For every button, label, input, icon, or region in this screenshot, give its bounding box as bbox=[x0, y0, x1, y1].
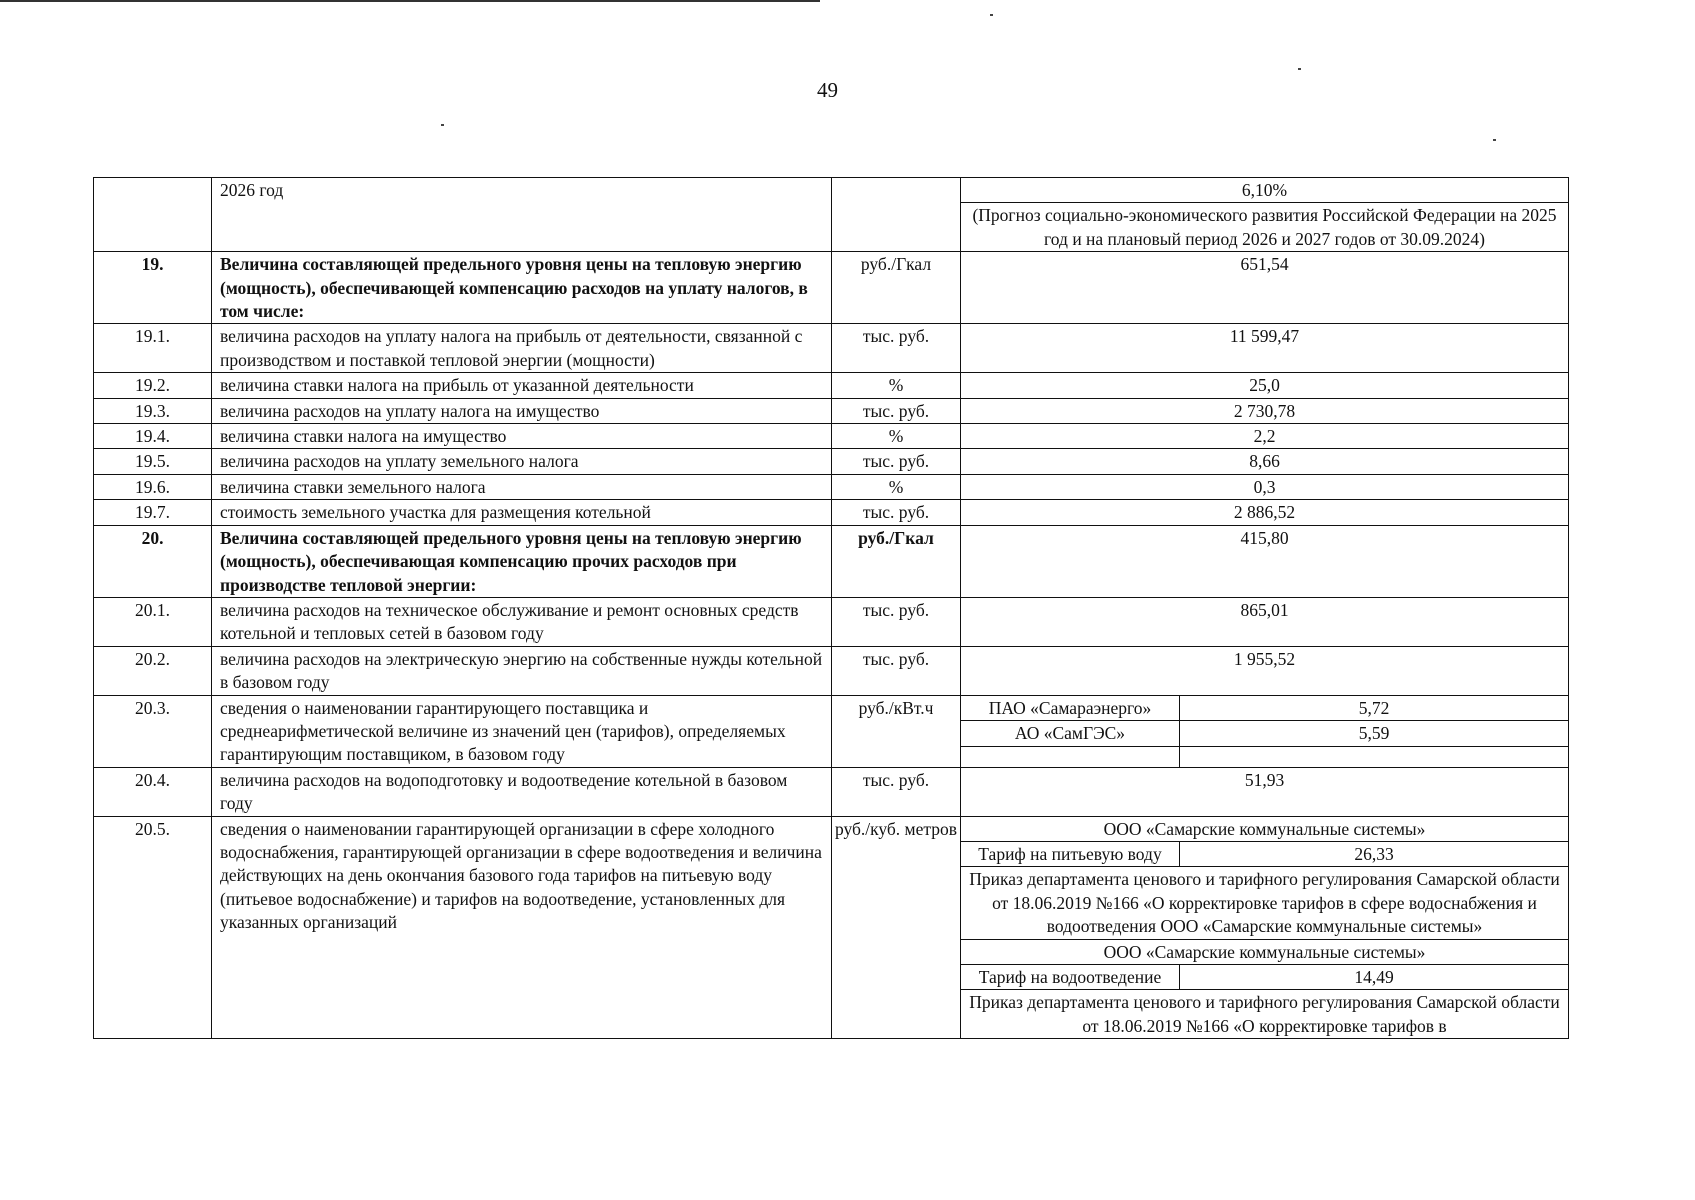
row-label: величина расходов на водоподготовку и водоотведение котельной в базовом году bbox=[212, 767, 832, 816]
row-number: 19.1. bbox=[94, 324, 212, 373]
supplier-price: 5,72 bbox=[1180, 695, 1569, 721]
tariff-label: Тариф на водоотведение bbox=[961, 965, 1180, 990]
row-unit: тыс. руб. bbox=[832, 324, 961, 373]
page-number: 49 bbox=[817, 78, 838, 102]
row-label: величина ставки земельного налога bbox=[212, 474, 832, 499]
table-row bbox=[94, 474, 1569, 499]
forecast-source: (Прогноз социально-экономического развития Российской Федерации на 2025 год и на плановый период 2026 и 2027 годов от 30.09.2024) bbox=[961, 203, 1569, 252]
scan-speck bbox=[1298, 68, 1301, 70]
row-label: Величина составляющей предельного уровня цены на тепловую энергию (мощность), обеспечивающая компенсацию прочих расходов при производстве тепловой энергии: bbox=[212, 525, 832, 597]
table-row bbox=[94, 373, 1569, 398]
table-row bbox=[94, 424, 1569, 449]
organization-name: ООО «Самарские коммунальные системы» bbox=[961, 816, 1569, 841]
tariff-table bbox=[93, 177, 1569, 1039]
row-number: 19.6. bbox=[94, 474, 212, 499]
row-unit: тыс. руб. bbox=[832, 500, 961, 525]
row-unit: тыс. руб. bbox=[832, 767, 961, 816]
row-number: 20.4. bbox=[94, 767, 212, 816]
row-unit: тыс. руб. bbox=[832, 449, 961, 474]
top-rule bbox=[0, 0, 820, 2]
row-label: 2026 год bbox=[212, 178, 832, 252]
tariff-value: 14,49 bbox=[1180, 965, 1569, 990]
scan-speck bbox=[441, 124, 444, 126]
order-reference: Приказ департамента ценового и тарифного регулирования Самарской области от 18.06.2019 №166 «О корректировке тарифов в сфере водоснабжения и водоотведения ООО «Самарские коммунальные системы» bbox=[961, 867, 1569, 939]
row-unit: руб./Гкал bbox=[832, 525, 961, 597]
row-number: 19.2. bbox=[94, 373, 212, 398]
row-number: 19.5. bbox=[94, 449, 212, 474]
row-unit: тыс. руб. bbox=[832, 398, 961, 423]
table-row bbox=[94, 525, 1569, 597]
row-number: 19.7. bbox=[94, 500, 212, 525]
row-label: величина ставки налога на прибыль от указанной деятельности bbox=[212, 373, 832, 398]
row-number: 20.2. bbox=[94, 646, 212, 695]
row-unit: руб./Гкал bbox=[832, 252, 961, 324]
row-unit: % bbox=[832, 474, 961, 499]
row-unit: руб./кВт.ч bbox=[832, 695, 961, 767]
row-value: 2,2 bbox=[961, 424, 1569, 449]
row-number: 19. bbox=[94, 252, 212, 324]
row-number: 20.3. bbox=[94, 695, 212, 767]
row-unit: руб./куб. метров bbox=[832, 816, 961, 1039]
order-reference: Приказ департамента ценового и тарифного регулирования Самарской области от 18.06.2019 №166 «О корректировке тарифов в bbox=[961, 990, 1569, 1039]
organization-name: ООО «Самарские коммунальные системы» bbox=[961, 939, 1569, 964]
row-number: 19.3. bbox=[94, 398, 212, 423]
row-unit: тыс. руб. bbox=[832, 646, 961, 695]
row-number: 19.4. bbox=[94, 424, 212, 449]
row-label: величина расходов на уплату налога на имущество bbox=[212, 398, 832, 423]
row-label: величина расходов на электрическую энергию на собственные нужды котельной в базовом году bbox=[212, 646, 832, 695]
table-row bbox=[94, 500, 1569, 525]
supplier-price: 5,59 bbox=[1180, 721, 1569, 747]
table-row bbox=[94, 178, 1569, 203]
supplier-name: АО «СамГЭС» bbox=[961, 721, 1180, 747]
row-unit: % bbox=[832, 424, 961, 449]
row-label: сведения о наименовании гарантирующей организации в сфере холодного водоснабжения, гарантирующей организации в сфере водоотведения и величина действующих на день окончания базового года тарифов на питьевую воду (питьевое водоснабжение) и тарифов на водоотведение, установленных для указанных организаций bbox=[212, 816, 832, 1039]
row-label: Величина составляющей предельного уровня цены на тепловую энергию (мощность), обеспечивающей компенсацию расходов на уплату налогов, в том числе: bbox=[212, 252, 832, 324]
row-value: 11 599,47 bbox=[961, 324, 1569, 373]
row-value: 51,93 bbox=[961, 767, 1569, 816]
row-label: стоимость земельного участка для размещения котельной bbox=[212, 500, 832, 525]
row-label: величина ставки налога на имущество bbox=[212, 424, 832, 449]
row-number: 20.5. bbox=[94, 816, 212, 1039]
table-row bbox=[94, 398, 1569, 423]
row-unit: тыс. руб. bbox=[832, 597, 961, 646]
table-row bbox=[94, 816, 1569, 841]
table-row bbox=[94, 449, 1569, 474]
row-label: сведения о наименовании гарантирующего поставщика и среднеарифметической величине из значений цен (тарифов), определяемых гарантирующим поставщиком, в базовом году bbox=[212, 695, 832, 767]
row-value: 2 886,52 bbox=[961, 500, 1569, 525]
row-label: величина расходов на уплату земельного налога bbox=[212, 449, 832, 474]
row-value: 1 955,52 bbox=[961, 646, 1569, 695]
table-row bbox=[94, 597, 1569, 646]
table-row bbox=[94, 252, 1569, 324]
table-row bbox=[94, 324, 1569, 373]
row-label: величина расходов на техническое обслуживание и ремонт основных средств котельной и тепловых сетей в базовом году bbox=[212, 597, 832, 646]
table-row bbox=[94, 695, 1569, 721]
row-value: 0,3 bbox=[961, 474, 1569, 499]
row-value: 8,66 bbox=[961, 449, 1569, 474]
table-row bbox=[94, 646, 1569, 695]
tariff-value: 26,33 bbox=[1180, 841, 1569, 866]
tariff-label: Тариф на питьевую воду bbox=[961, 841, 1180, 866]
row-value: 651,54 bbox=[961, 252, 1569, 324]
row-value: 865,01 bbox=[961, 597, 1569, 646]
table-row bbox=[94, 767, 1569, 816]
scan-speck bbox=[990, 14, 993, 16]
row-number: 20.1. bbox=[94, 597, 212, 646]
row-value: 2 730,78 bbox=[961, 398, 1569, 423]
row-number: 20. bbox=[94, 525, 212, 597]
row-unit: % bbox=[832, 373, 961, 398]
row-value: 25,0 bbox=[961, 373, 1569, 398]
row-label: величина расходов на уплату налога на прибыль от деятельности, связанной с производством и поставкой тепловой энергии (мощности) bbox=[212, 324, 832, 373]
supplier-name: ПАО «Самараэнерго» bbox=[961, 695, 1180, 721]
scan-speck bbox=[1493, 139, 1496, 141]
row-value: 415,80 bbox=[961, 525, 1569, 597]
row-value: 6,10% bbox=[961, 178, 1569, 203]
